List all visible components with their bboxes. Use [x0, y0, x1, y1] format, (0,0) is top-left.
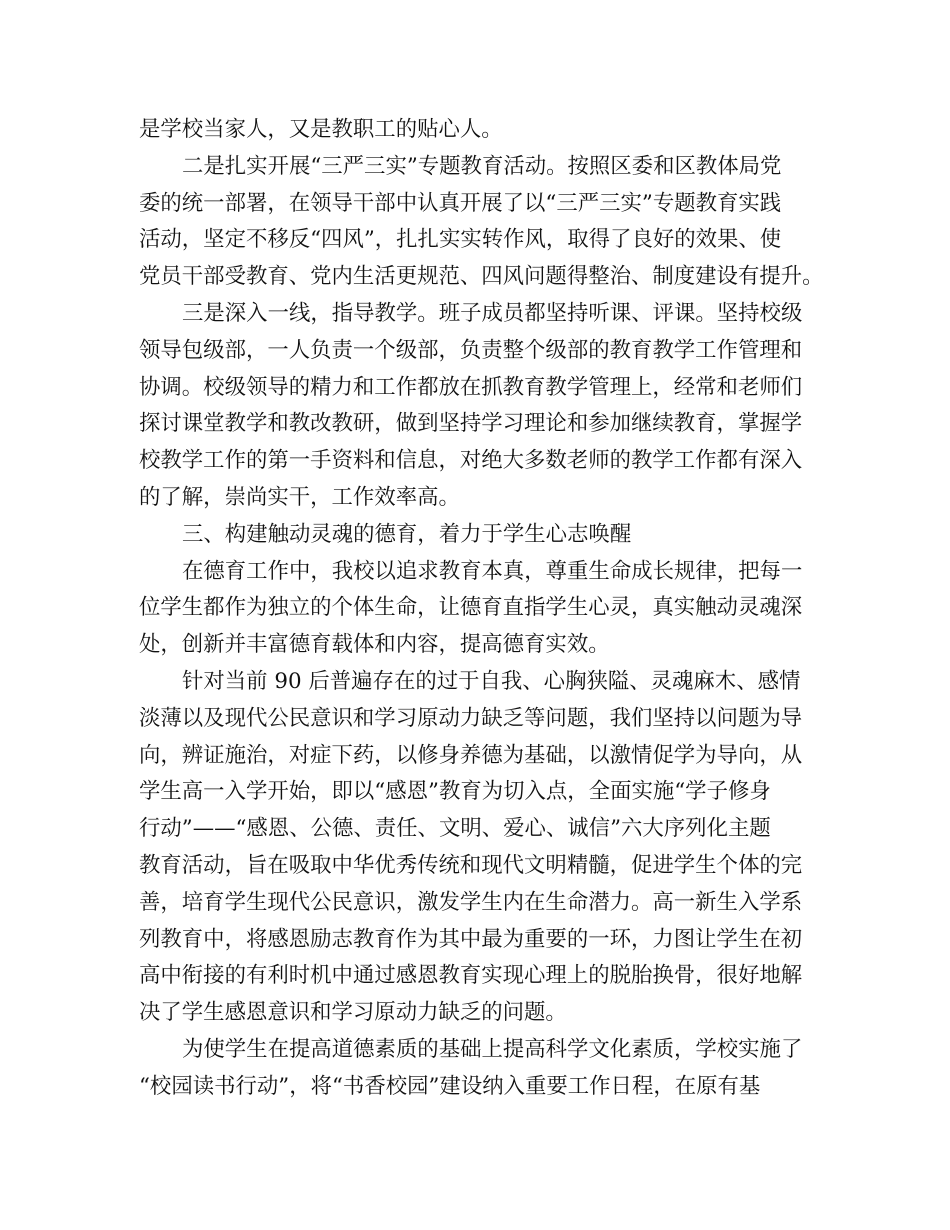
text-line: 处，创新并丰富德育载体和内容，提高德育实效。 [139, 632, 610, 658]
text-line: 的了解，崇尚实干，工作效率高。 [139, 484, 460, 510]
paragraph-first-line: 针对当前 90 后普遍存在的过于自我、心胸狭隘、灵魂麻木、感情 [182, 668, 801, 694]
text-line: 委的统一部署，在领导干部中认真开展了以“三严三实”专题教育实践 [139, 190, 782, 216]
paragraph-first-line: 三是深入一线，指导教学。班子成员都坚持听课、评课。坚持校级 [182, 300, 803, 326]
text-line: 列教育中，将感恩励志教育作为其中最为重要的一环，力图让学生在初 [139, 926, 803, 952]
text-line: 协调。校级领导的精力和工作都放在抓教育教学管理上，经常和老师们 [139, 374, 803, 400]
text-line: 淡薄以及现代公民意识和学习原动力缺乏等问题，我们坚持以问题为导 [139, 705, 803, 731]
text-line: 校教学工作的第一手资料和信息，对绝大多数老师的教学工作都有深入 [139, 448, 803, 474]
text-line: 学生高一入学开始，即以“感恩”教育为切入点，全面实施“学子修身 [139, 779, 771, 805]
text-line: 教育活动，旨在吸取中华优秀传统和现代文明精髓，促进学生个体的完 [139, 852, 803, 878]
paragraph-first-line: 在德育工作中，我校以追求教育本真，尊重生命成长规律，把每一 [182, 558, 803, 584]
text-line: “校园读书行动”，将“书香校园”建设纳入重要工作日程，在原有基 [139, 1073, 761, 1099]
text-line: 决了学生感恩意识和学习原动力缺乏的问题。 [139, 1000, 567, 1026]
text-line: 是学校当家人，又是教职工的贴心人。 [139, 117, 503, 142]
text-line: 探讨课堂教学和教改教研，做到坚持学习理论和参加继续教育，掌握学 [139, 411, 803, 437]
text-line: 行动”——“感恩、公德、责任、文明、爱心、诚信”六大序列化主题 [139, 816, 771, 842]
text-line: 活动，坚定不移反“四风”，扎扎实实转作风，取得了良好的效果、使 [139, 227, 782, 253]
text-line: 党员干部受教育、党内生活更规范、四风问题得整治、制度建设有提升。 [139, 264, 824, 290]
paragraph-first-line: 为使学生在提高道德素质的基础上提高科学文化素质，学校实施了 [182, 1036, 803, 1062]
section-heading: 三、构建触动灵魂的德育，着力于学生心志唤醒 [182, 521, 632, 547]
text-line: 向，辨证施治，对症下药，以修身养德为基础，以激情促学为导向，从 [139, 742, 803, 768]
text-line: 领导包级部，一人负责一个级部，负责整个级部的教育教学工作管理和 [139, 337, 803, 363]
text-line: 位学生都作为独立的个体生命，让德育直指学生心灵，真实触动灵魂深 [139, 595, 803, 621]
document-body [139, 112, 829, 1106]
paragraph-first-line: 二是扎实开展“三严三实”专题教育活动。按照区委和区教体局党 [182, 153, 782, 179]
text-line: 善，培育学生现代公民意识，激发学生内在生命潜力。高一新生入学系 [139, 889, 803, 915]
text-line: 高中衔接的有利时机中通过感恩教育实现心理上的脱胎换骨，很好地解 [139, 963, 803, 989]
